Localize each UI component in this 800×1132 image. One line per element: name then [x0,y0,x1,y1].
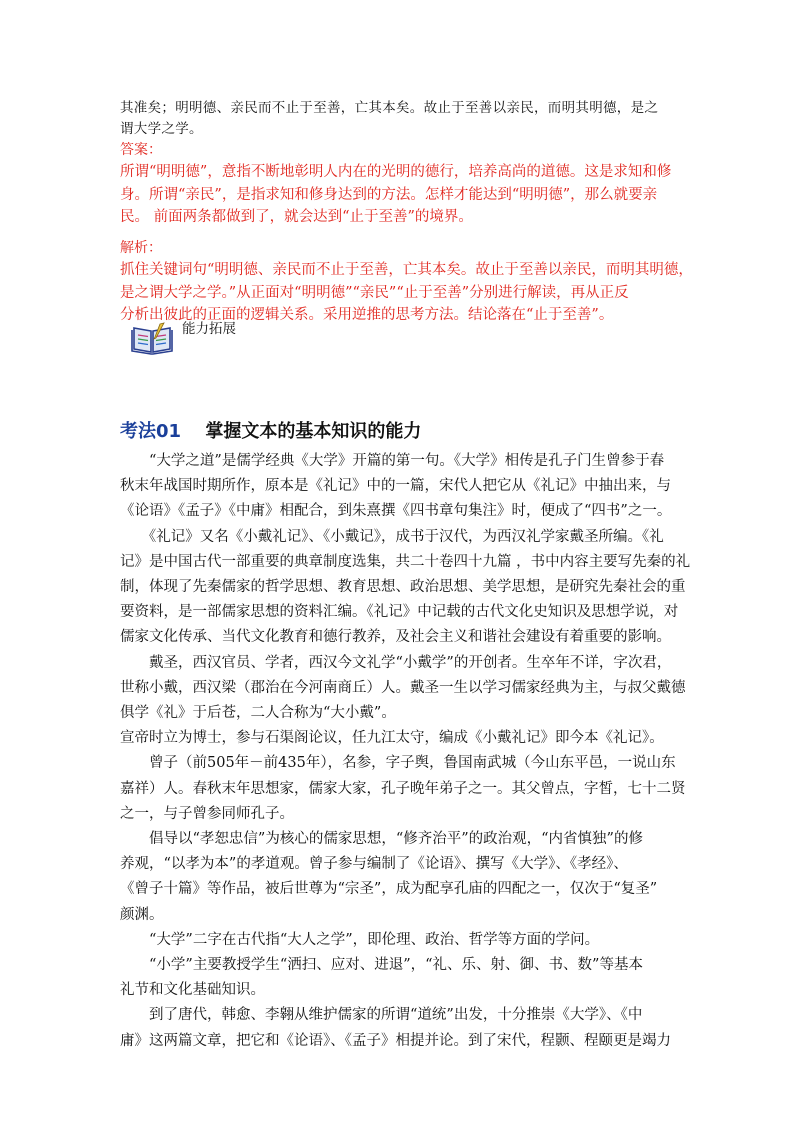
body-line: 宣帝时立为博士，参与石渠阁论议，任九江太守，编成《小戴礼记》即今本《礼记》。 [120,730,664,747]
body-text [120,449,690,1054]
body-line: 《礼记》又名《小戴礼记》、《小戴记》，成书于汉代，为西汉礼学家戴圣所编。《礼 [120,528,664,545]
body-line: 《曾子十篇》等作品，被后世尊为“宗圣”，成为配享孔庙的四配之一，仅次于“复圣” [120,881,658,898]
body-line: 曾子（前505年－前435年），名参，字子舆，鲁国南武城（今山东平邑，一说山东 [120,755,676,772]
open-book-icon [130,322,174,360]
body-line: “大学之道”是儒学经典《大学》开篇的第一句。《大学》相传是孔子门生曾参于春 [120,453,665,469]
analysis-section [120,237,693,327]
analysis-line: 分析出彼此的正面的逻辑关系。采用逆推的思考方法。结论落在“止于至善”。 [120,307,614,323]
body-line: 之一，与子曾参同师孔子。 [120,805,294,822]
body-line: 礼节和文化基础知识。 [120,982,265,999]
body-line: 养观，“以孝为本”的孝道观。曾子参与编制了《论语》、撰写《大学》、《孝经》、 [120,856,628,873]
ability-expand-label: 能力拓展 [182,321,236,337]
analysis-line: 抓住关键词句“明明德、亲民而不止于至善，亡其本矣。故止于至善以亲民，而明其明德， [120,262,693,278]
quote-line: 其准矣；明明德、亲民而不止于至善，亡其本矣。故止于至善以亲民，而明其明德，是之 [120,100,659,116]
body-line: “大学”二字在古代指“大人之学”，即伦理、政治、哲学等方面的学问。 [120,931,600,948]
body-line: 戴圣，西汉官员、学者，西汉今文礼学“小戴学”的开创者。生卒年不详，字次君， [120,654,672,671]
answer-line: 民。 前面两条都做到了，就会达到“止于至善”的境界。 [120,209,473,225]
body-line: 儒家文化传承、当代文化教育和德行教养，及社会主义和谐社会建设有着重要的影响。 [120,629,671,646]
quote-line: 谓大学之学。 [120,121,203,137]
body-line: 秋末年战国时期所作，原本是《礼记》中的一篇，宋代人把它从《礼记》中抽出来，与 [120,478,671,495]
body-line: 颜渊。 [120,906,164,923]
analysis-label: 解析： [120,240,162,256]
body-line: 制，体现了先秦儒家的哲学思想、教育思想、政治思想、美学思想，是研究先秦社会的重 [120,579,686,596]
section-heading [120,419,421,445]
section-title: 掌握文本的基本知识的能力 [205,421,422,442]
body-line: 倡导以“孝恕忠信”为核心的儒家思想，“修齐治平”的政治观，“内省慎独”的修 [120,831,643,848]
answer-line: 所谓“明明德”，意指不断地彰明人内在的光明的德行，培养高尚的道德。这是求知和修 [120,164,672,180]
body-line: 世称小戴，西汉梁（郡治在今河南商丘）人。戴圣一生以学习儒家经典为主，与叔父戴德 [120,679,686,696]
answer-line: 身。所谓“亲民”，是指求知和修身达到的方法。怎样才能达到“明明德”，那么就要亲 [120,186,658,203]
analysis-line: 是之谓大学之学。”从正面对“明明德”“亲民”“止于至善”分别进行解读，再从正反 [120,284,629,301]
ability-expand-header [130,320,330,360]
body-line: 俱学《礼》于后苍，二人合称为“大小戴”。 [120,705,396,722]
answer-section [120,139,680,229]
body-line: “小学”主要教授学生“洒扫、应对、进退”，“礼、乐、射、御、书、数”等基本 [120,957,643,974]
body-line: 庸》这两篇文章，把它和《论语》、《孟子》相提并论。到了宋代，程颢、程颐更是竭力 [120,1032,671,1049]
answer-label: 答案： [120,142,162,158]
body-line: 嘉祥）人。春秋末年思想家，儒家大家，孔子晚年弟子之一。其父曾点，字皙，七十二贤 [120,780,686,797]
body-line: 到了唐代，韩愈、李翱从维护儒家的所谓“道统”出发，十分推崇《大学》、《中 [120,1007,643,1024]
body-line: 要资料，是一部儒家思想的资料汇编。《礼记》中记载的古代文化史知识及思想学说，对 [120,604,679,621]
body-line: 记》是中国古代一部重要的典章制度选集，共二十卷四十九篇 ，书中内容主要写先秦的礼 [120,553,691,570]
quote-paragraph [120,98,680,140]
section-number: 考法01 [120,421,182,442]
body-line: 《论语》《孟子》《中庸》相配合，到朱熹撰《四书章句集注》时，便成了“四书”之一。 [120,503,672,520]
